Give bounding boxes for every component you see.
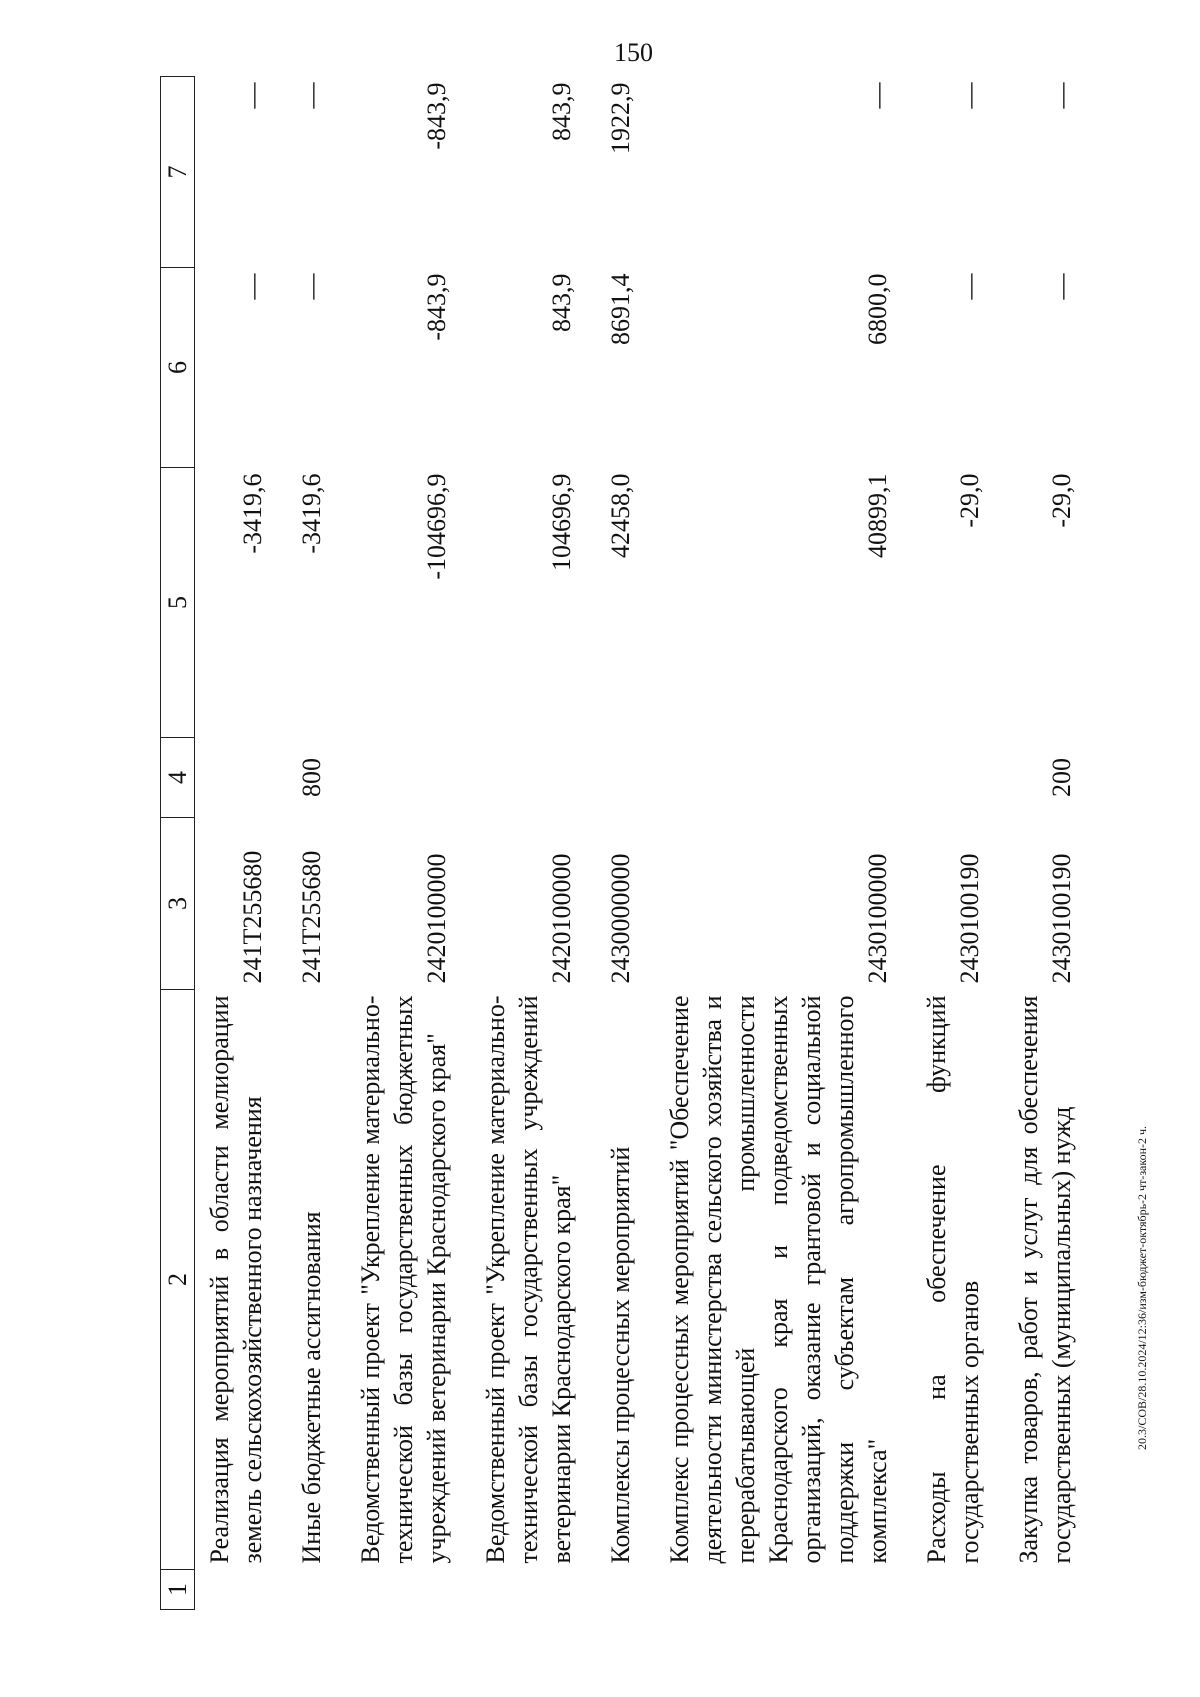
row-kvr bbox=[637, 738, 894, 818]
rotated-table-sheet bbox=[160, 70, 1076, 1610]
column-header: 6 bbox=[161, 268, 195, 468]
row-value-5: -3419,6 bbox=[297, 473, 326, 554]
row-value-7: — bbox=[955, 82, 984, 109]
row-value-5: -3419,6 bbox=[238, 473, 267, 554]
row-value-7: — bbox=[1047, 82, 1076, 109]
row-name: Комплекс процессных мероприятий "Обеспечение деятельности министерства сельского хозяйства и перерабатывающей промышленности Краснодарского края и подведомственных организаций, оказание грантовой и социальной поддержки субъектам агропромышленного комплекса" bbox=[665, 995, 892, 1564]
column-header: 7 bbox=[161, 77, 195, 268]
row-value-7: — bbox=[238, 82, 267, 109]
page-number: 150 bbox=[614, 38, 653, 67]
row-value-6: — bbox=[238, 273, 267, 300]
row-kvr bbox=[578, 738, 637, 818]
row-value-6: 8691,4 bbox=[606, 273, 635, 345]
table-header-row bbox=[161, 77, 195, 1610]
row-value-6: — bbox=[297, 273, 326, 300]
row-value-6: -843,9 bbox=[422, 273, 451, 341]
row-code: 2430100190 bbox=[1047, 853, 1076, 984]
row-name: Расходы на обеспечение функций государственных органов bbox=[922, 995, 984, 1564]
row-value-6: — bbox=[955, 273, 984, 300]
table-row bbox=[986, 77, 1078, 1610]
column-header: 5 bbox=[161, 468, 195, 738]
row-code: 2420100000 bbox=[422, 853, 451, 984]
row-name: Закупка товаров, работ и услуг для обеспечения государственных (муниципальных) нужд bbox=[1014, 995, 1076, 1564]
column-header: 4 bbox=[161, 738, 195, 818]
row-value-7: 1922,9 bbox=[606, 82, 635, 154]
row-kvr bbox=[894, 738, 986, 818]
row-kvr bbox=[195, 738, 270, 818]
budget-table bbox=[160, 76, 1078, 1610]
table-row bbox=[195, 77, 270, 1610]
row-name: Ведомственный проект "Укрепление материально-технической базы государственных бюджетных учреждений ветеринарии Краснодарского края" bbox=[356, 995, 451, 1564]
row-value-6: — bbox=[1047, 273, 1076, 300]
column-header: 2 bbox=[161, 990, 195, 1570]
row-value-5: -29,0 bbox=[1047, 473, 1076, 528]
row-code: 2430100000 bbox=[863, 853, 892, 984]
row-code: 2420100000 bbox=[547, 853, 576, 984]
table-row bbox=[894, 77, 986, 1610]
row-value-5: 40899,1 bbox=[863, 473, 892, 558]
row-code: 241T255680 bbox=[297, 850, 326, 984]
row-value-5: -104696,9 bbox=[422, 473, 451, 580]
row-kvr bbox=[453, 738, 578, 818]
row-code: 2430000000 bbox=[606, 853, 635, 984]
table-row bbox=[578, 77, 637, 1610]
row-value-7: — bbox=[297, 82, 326, 109]
row-value-6: 843,9 bbox=[547, 273, 576, 332]
row-value-5: 42458,0 bbox=[606, 473, 635, 558]
table-row bbox=[328, 77, 453, 1610]
row-value-5: -29,0 bbox=[955, 473, 984, 528]
row-value-6: 6800,0 bbox=[863, 273, 892, 345]
row-value-7: 843,9 bbox=[547, 82, 576, 141]
row-code: 241T255680 bbox=[238, 850, 267, 984]
table-row bbox=[269, 77, 328, 1610]
table-row bbox=[637, 77, 894, 1610]
row-value-7: — bbox=[863, 82, 892, 109]
row-value-7: -843,9 bbox=[422, 82, 451, 150]
row-name: Иные бюджетные ассигнования bbox=[297, 1211, 326, 1564]
column-header: 1 bbox=[161, 1570, 195, 1610]
row-kvr: 200 bbox=[1047, 758, 1076, 797]
row-code: 2430100190 bbox=[955, 853, 984, 984]
row-name: Комплексы процессных мероприятий bbox=[606, 1146, 635, 1564]
row-name: Реализация мероприятий в области мелиорации земель сельскохозяйственного назначения bbox=[205, 995, 267, 1564]
table-row bbox=[453, 77, 578, 1610]
column-header: 3 bbox=[161, 818, 195, 990]
row-kvr bbox=[328, 738, 453, 818]
row-name: Ведомственный проект "Укрепление материально-технической базы государственных учреждений ветеринарии Краснодарского края" bbox=[481, 995, 576, 1564]
footer-file-reference: 20.3/СОВ/28.10.2024/12:36/изм-бюджет-октябрь-2 чт-закон-2 ч. bbox=[1135, 1125, 1149, 1450]
row-kvr: 800 bbox=[297, 758, 326, 797]
row-value-5: 104696,9 bbox=[547, 473, 576, 571]
